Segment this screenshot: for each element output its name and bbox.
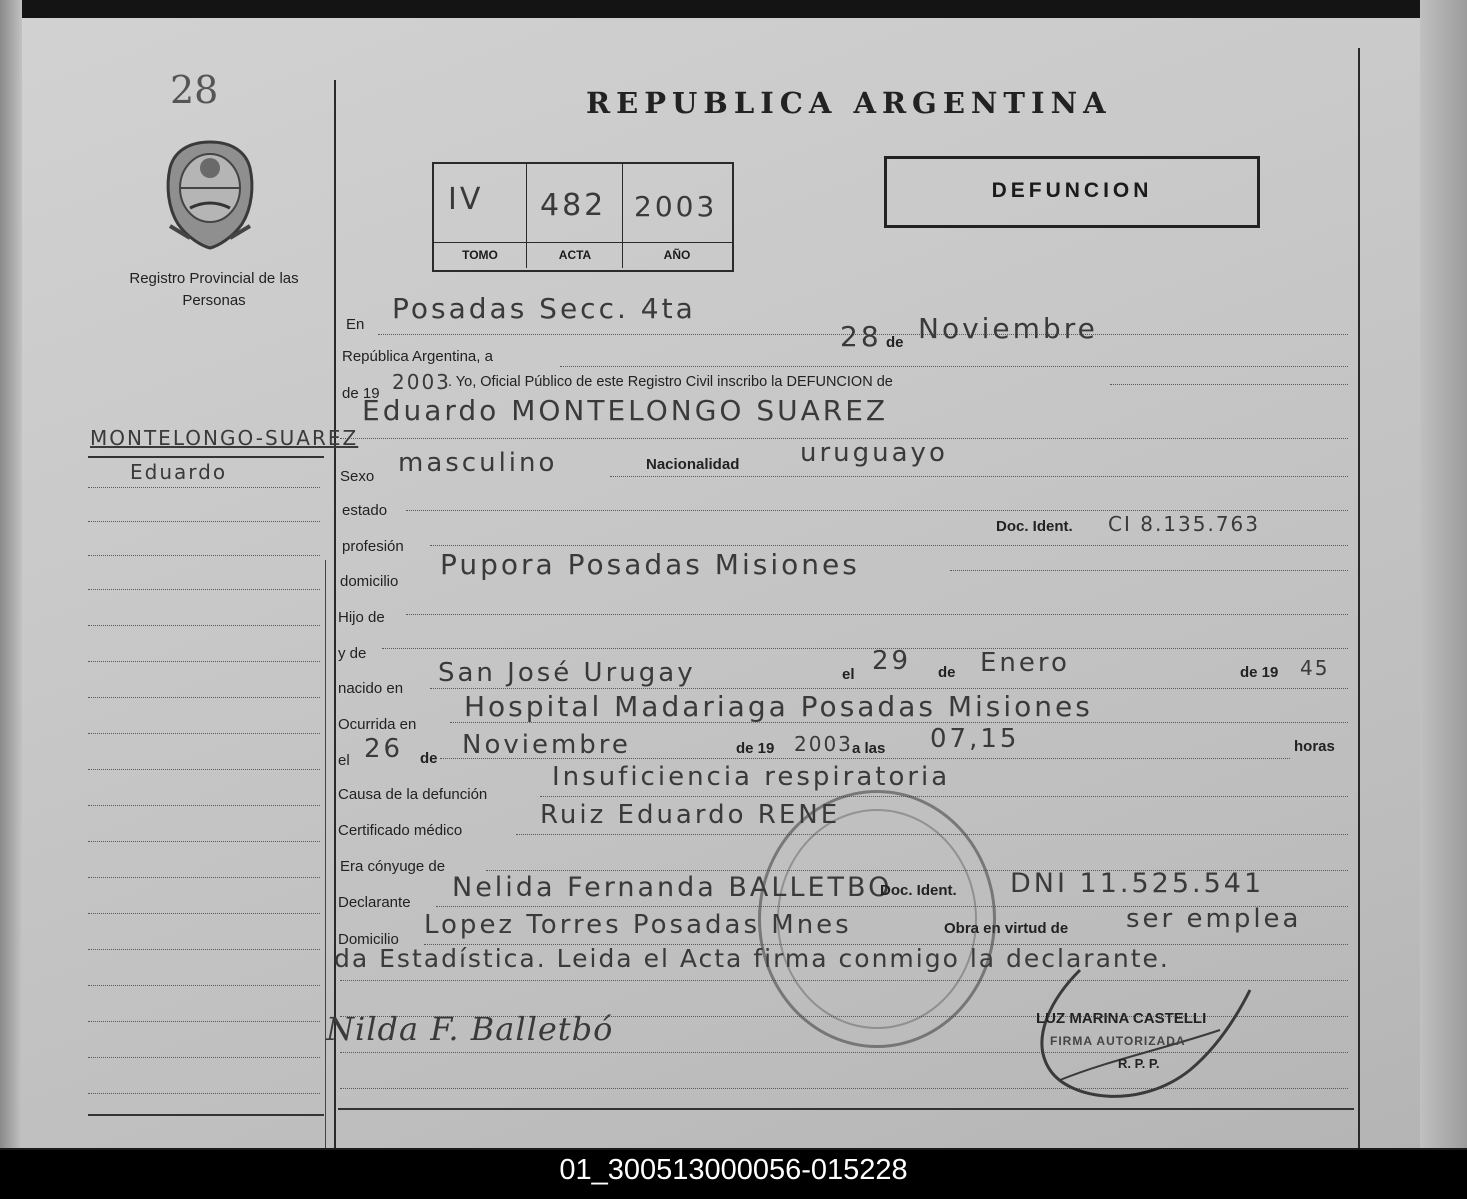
scan-right-edge	[1420, 0, 1467, 1148]
scan-top-edge	[0, 0, 1467, 18]
margin-rule	[88, 697, 320, 698]
page-title: REPUBLICA ARGENTINA	[586, 86, 1112, 120]
margin-rule	[88, 625, 320, 626]
nacionalidad-label: Nacionalidad	[646, 456, 740, 473]
time-value: 07,15	[930, 724, 1020, 754]
form-rule	[382, 648, 1348, 649]
causa-label: Causa de la defunción	[338, 786, 488, 803]
tomo-label: TOMO	[462, 248, 498, 262]
hijo-label: Hijo de	[338, 609, 385, 626]
form-rule	[430, 545, 1348, 546]
act-reference-box	[432, 162, 734, 272]
continuation-text: da Estadística. Leida el Acta firma conmigo la declarante.	[334, 944, 1170, 973]
official-title: FIRMA AUTORIZADA	[1050, 1034, 1186, 1048]
sexo-label: Sexo	[340, 468, 375, 485]
y-de-label: y de	[338, 645, 367, 662]
republica-label: República Argentina, a	[342, 348, 493, 365]
doc-ident-value: CI 8.135.763	[1108, 512, 1261, 536]
birth-month: Enero	[980, 648, 1070, 678]
en-label: En	[346, 316, 365, 333]
year-value: 2003	[392, 370, 451, 394]
death-de-label: de	[420, 750, 438, 767]
form-rule	[560, 366, 1348, 367]
official-org: R. P. P.	[1118, 1056, 1160, 1071]
margin-rule	[88, 877, 320, 878]
ano-value: 2003	[634, 190, 718, 223]
domicilio2-value: Lopez Torres Posadas Mnes	[424, 910, 852, 940]
nacionalidad-value: uruguayo	[800, 438, 948, 468]
form-rule	[540, 796, 1348, 797]
form-rule	[610, 476, 1348, 477]
margin-rule	[88, 1114, 324, 1116]
margin-rule	[88, 769, 320, 770]
obra-label: Obra en virtud de	[944, 920, 1069, 937]
conyuge-label: Era cónyuge de	[340, 858, 446, 875]
scan-left-edge	[0, 0, 22, 1148]
margin-rule	[88, 589, 320, 590]
image-id-footer: 01_300513000056-015228	[0, 1150, 1467, 1199]
domicilio2-label: Domicilio	[338, 931, 399, 948]
margin-surname: MONTELONGO-SUAREZ	[90, 426, 359, 450]
form-rule	[406, 510, 1348, 511]
birth-year-prefix: de 19	[1240, 664, 1279, 681]
certificado-value: Ruiz Eduardo RENE	[540, 800, 841, 830]
declarante-label: Declarante	[338, 894, 411, 911]
year-prefix: de 19	[342, 385, 380, 402]
doc-ident2-label: Doc. Ident.	[880, 882, 957, 899]
form-rule	[1110, 384, 1348, 385]
page-number: 28	[170, 68, 219, 112]
acta-label: ACTA	[558, 248, 592, 262]
ano-cell	[624, 164, 730, 268]
margin-rule	[88, 805, 320, 806]
official-seal	[758, 790, 996, 1048]
coat-of-arms-icon	[160, 138, 260, 250]
profesion-label: profesión	[342, 538, 404, 555]
horas-label: horas	[1294, 738, 1335, 755]
birth-el-label: el	[842, 666, 855, 683]
estado-label: estado	[342, 502, 388, 519]
document-type-box	[884, 156, 1260, 228]
acta-cell	[528, 164, 623, 268]
official-name: LUZ MARINA CASTELLI	[1036, 1010, 1207, 1027]
margin-rule	[88, 1021, 320, 1022]
causa-value: Insuficiencia respiratoria	[552, 762, 951, 792]
margin-rule	[88, 985, 320, 986]
birth-year: 45	[1300, 656, 1330, 680]
doc-ident2-value: DNI 11.525.541	[1010, 868, 1265, 899]
death-day: 26	[364, 734, 404, 764]
form-rule	[950, 570, 1348, 571]
de-label: de	[886, 334, 904, 351]
death-month: Noviembre	[462, 730, 631, 760]
en-value: Posadas Secc. 4ta	[392, 292, 696, 325]
acta-value: 482	[540, 188, 607, 223]
ocurrida-label: Ocurrida en	[338, 716, 417, 733]
column-divider-inner	[325, 560, 326, 1148]
margin-rule	[88, 487, 320, 488]
obra-value: ser emplea	[1126, 904, 1302, 934]
death-year: 2003	[794, 732, 853, 756]
a-las-label: a las	[852, 740, 886, 757]
form-rule	[430, 688, 1348, 689]
document-type: DEFUNCION	[991, 179, 1153, 202]
column-divider	[334, 80, 336, 1148]
margin-rule	[88, 841, 320, 842]
margin-rule	[88, 1093, 320, 1094]
margin-rule	[88, 1057, 320, 1058]
ano-label: AÑO	[663, 248, 691, 262]
margin-rule	[88, 456, 324, 458]
margin-rule	[88, 521, 320, 522]
nacido-label: nacido en	[338, 680, 404, 697]
registry-name: Registro Provincial de las Personas	[129, 270, 299, 309]
oficial-statement: . Yo, Oficial Público de este Registro Civil inscribo la DEFUNCION de	[448, 374, 893, 390]
margin-rule	[88, 555, 320, 556]
margin-rule	[88, 913, 320, 914]
margin-rule	[88, 661, 320, 662]
margin-rule	[88, 949, 320, 950]
birth-day: 29	[872, 646, 912, 676]
right-border	[1358, 48, 1360, 1148]
doc-ident-label: Doc. Ident.	[996, 518, 1073, 535]
tomo-value: IV	[448, 182, 484, 217]
certificado-label: Certificado médico	[338, 822, 463, 839]
deceased-name: Eduardo MONTELONGO SUAREZ	[362, 394, 889, 427]
death-year-prefix: de 19	[736, 740, 775, 757]
sexo-value: masculino	[398, 448, 558, 478]
nacido-value: San José Urugay	[438, 658, 696, 688]
day-value: 28	[840, 320, 882, 353]
declarante-value: Nelida Fernanda BALLETBO	[452, 872, 893, 903]
birth-de-label: de	[938, 664, 956, 681]
form-rule	[406, 614, 1348, 615]
margin-given-name: Eduardo	[130, 460, 228, 484]
month-value: Noviembre	[918, 312, 1098, 345]
domicilio-label: domicilio	[340, 573, 399, 590]
domicilio-value: Pupora Posadas Misiones	[440, 548, 860, 581]
tomo-cell	[434, 164, 527, 268]
margin-rule	[88, 733, 320, 734]
ocurrida-value: Hospital Madariaga Posadas Misiones	[464, 690, 1093, 723]
death-el-label: el	[338, 752, 350, 769]
declarant-signature: Nilda F. Balletbó	[326, 1010, 614, 1048]
